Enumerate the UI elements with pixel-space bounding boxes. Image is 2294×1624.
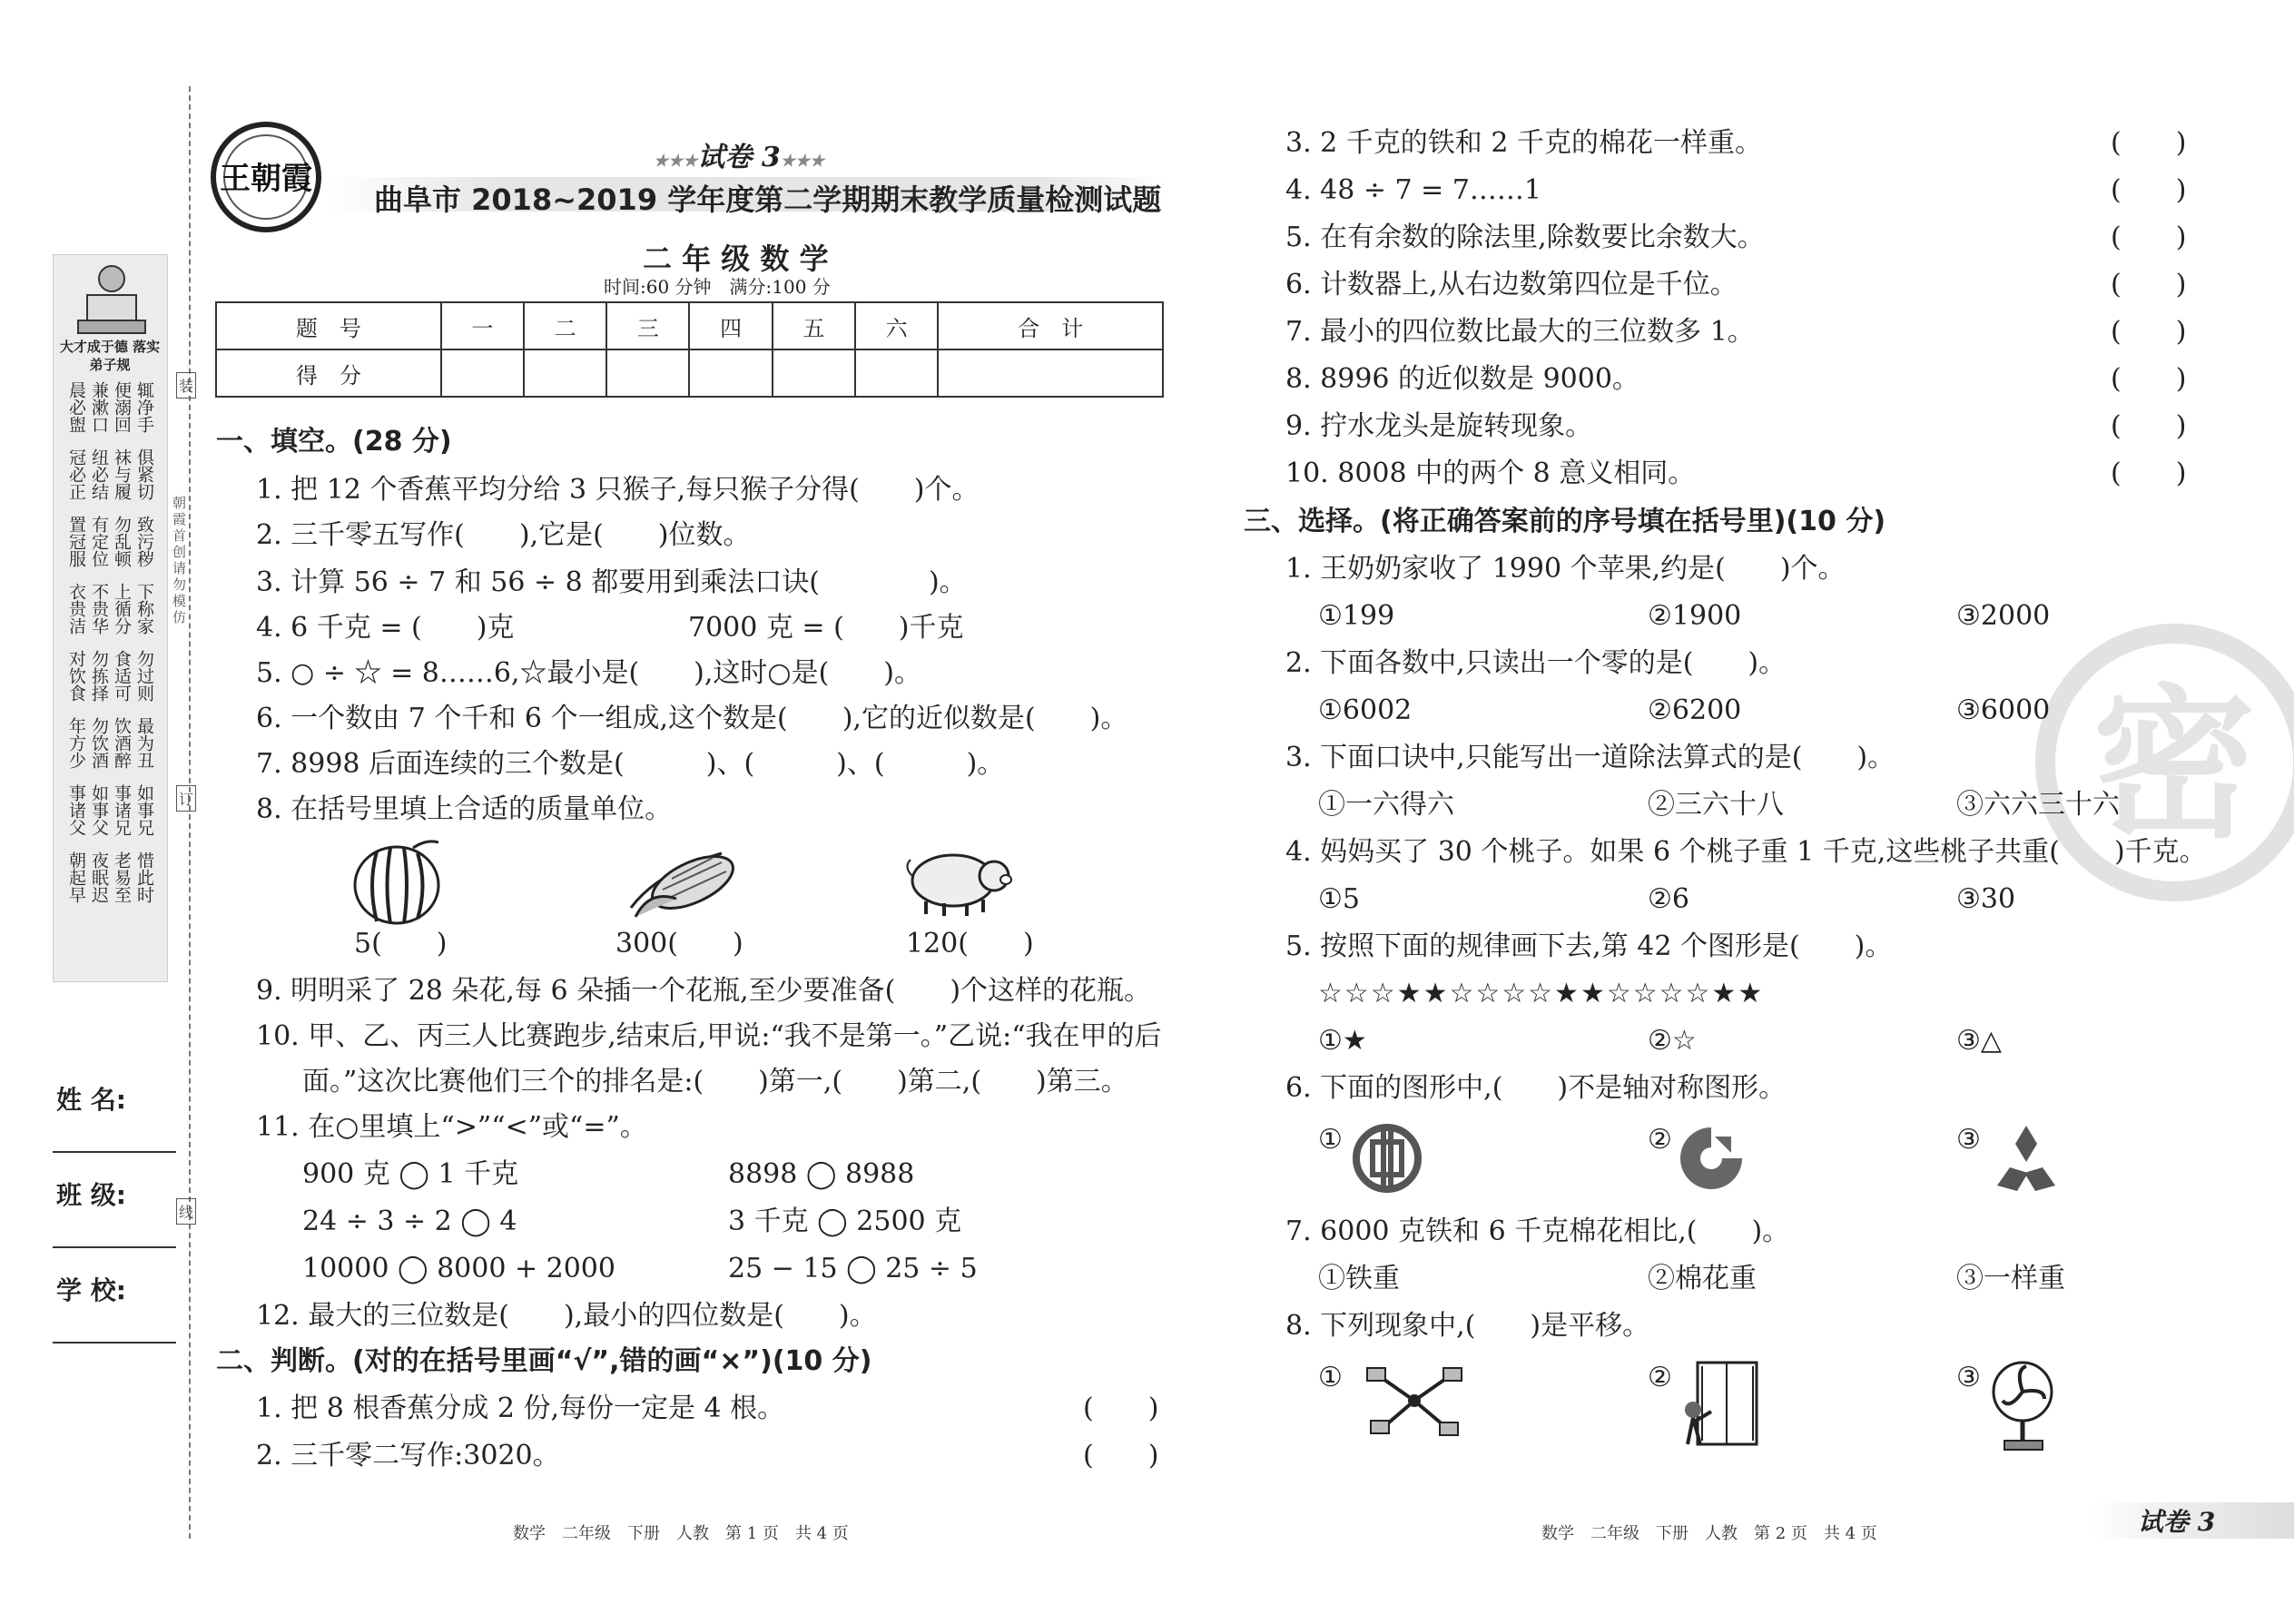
s3-q3: 3. 下面口诀中,只能写出一道除法算式的是( )。 (1285, 742, 1895, 773)
section2-title: 二、判断。(对的在括号里画“√”,错的画“×”)(10 分) (216, 1345, 872, 1377)
s3-q3-opt3[interactable]: ③六六三十六 (1956, 789, 2120, 821)
s3-q4-opt3[interactable]: ③30 (1956, 883, 2016, 915)
s1-q10a: 10. 甲、乙、丙三人比赛跑步,结束后,甲说:“我不是第一。”乙说:“我在甲的后 (256, 1020, 1162, 1052)
rule-phrase: 置冠服 (66, 516, 86, 567)
brand-logo (207, 118, 325, 236)
s2-q8-answer[interactable]: ( ) (2111, 363, 2187, 395)
rule-phrase: 饮酒醉 (112, 717, 132, 769)
score-cell-3[interactable] (606, 349, 689, 397)
paper-number: ★★★试卷 3★★★ (654, 142, 825, 173)
school-field[interactable] (53, 1342, 176, 1343)
score-header-7: 合 计 (938, 302, 1163, 349)
s1-q6: 6. 一个数由 7 个千和 6 个一组成,这个数是( ),它的近似数是( )。 (256, 703, 1128, 734)
bank-logo-icon (1351, 1122, 1423, 1195)
s3-q8: 8. 下列现象中,( )是平移。 (1285, 1310, 1650, 1342)
spinning-toy-icon (1360, 1357, 1469, 1443)
s2-q4: 4. 48 ÷ 7 = 7……1 (1285, 174, 1542, 206)
s3-q3-opt1[interactable]: ①一六得六 (1318, 789, 1454, 821)
class-label: 班 级: (56, 1180, 126, 1210)
s3-q1-opt2[interactable]: ②1900 (1648, 600, 1742, 632)
s3-q5-opt3[interactable]: ③△ (1956, 1025, 2002, 1057)
rule-phrase: 俱紧切 (134, 448, 154, 500)
rule-phrase: 袜与履 (112, 448, 132, 500)
school-label: 学 校: (56, 1275, 126, 1305)
rule-phrase: 事诸兄 (112, 784, 132, 836)
s1-q12: 12. 最大的三位数是( ),最小的四位数是( )。 (256, 1300, 877, 1332)
rule-phrase: 勿乱顿 (112, 516, 132, 567)
score-header-6: 六 (855, 302, 938, 349)
construction-bank-icon (1675, 1122, 1748, 1195)
score-header-5: 五 (773, 302, 855, 349)
watermelon-image (350, 835, 449, 926)
s2-q6-answer[interactable]: ( ) (2111, 269, 2187, 300)
score-cell-6[interactable] (855, 349, 938, 397)
rule-phrase: 对饮食 (66, 650, 86, 702)
s2-q3-answer[interactable]: ( ) (2111, 127, 2187, 159)
s3-q2-opt3[interactable]: ③6000 (1956, 694, 2051, 726)
child-reading-icon (71, 259, 153, 340)
rule-phrase: 衣贵洁 (66, 583, 86, 635)
s1-q7: 7. 8998 后面连续的三个数是( )、( )、( )。 (256, 748, 1005, 780)
s1-q11: 11. 在○里填上“>”“<”或“=”。 (256, 1111, 647, 1143)
compare-3: 24 ÷ 3 ÷ 2 ◯ 4 (302, 1206, 517, 1237)
score-cell-2[interactable] (524, 349, 606, 397)
section1-title: 一、填空。(28 分) (216, 426, 452, 458)
s3-q7: 7. 6000 克铁和 6 千克棉花相比,( )。 (1285, 1216, 1790, 1247)
rule-phrase: 朝起早 (66, 851, 86, 903)
compare-2: 8898 ◯ 8988 (728, 1158, 915, 1190)
rule-phrase: 便溺回 (112, 381, 132, 433)
s3-q3-opt2[interactable]: ②三六十八 (1648, 789, 1784, 821)
unit-pig: 120( ) (906, 928, 1034, 960)
paper-tag-text: 试卷 3 (2138, 1507, 2216, 1537)
tri-shape-icon (1990, 1122, 2063, 1195)
s3-q2: 2. 下面各数中,只读出一个零的是( )。 (1285, 647, 1787, 679)
s3-q5: 5. 按照下面的规律画下去,第 42 个图形是( )。 (1285, 930, 1893, 962)
s1-q3: 3. 计算 56 ÷ 7 和 56 ÷ 8 都要用到乘法口诀( )。 (256, 566, 967, 598)
vertical-note: 朝霞首创 请勿模仿 (172, 495, 187, 625)
s3-q4: 4. 妈妈买了 30 个桃子。如果 6 个桃子重 1 千克,这些桃子共重( )千克。 (1285, 836, 2207, 868)
s2-q7: 7. 最小的四位数比最大的三位数多 1。 (1285, 316, 1755, 348)
s3-q8-opt2-label[interactable]: ② (1648, 1362, 1672, 1393)
rule-phrase: 晨必盥 (66, 381, 86, 433)
s3-q2-opt1[interactable]: ①6002 (1318, 694, 1413, 726)
seal-mark-zhuang: 装 (176, 372, 196, 399)
s3-q1: 1. 王奶奶家收了 1990 个苹果,约是( )个。 (1285, 553, 1846, 585)
s3-q6-opt2[interactable]: ② (1648, 1124, 1672, 1156)
seal-mark-xian: 线 (176, 1198, 196, 1225)
s2-q6: 6. 计数器上,从右边数第四位是千位。 (1285, 269, 1738, 300)
seal-mark-ding: 订 (176, 785, 196, 812)
time-score: 时间:60 分钟 满分:100 分 (604, 276, 831, 298)
unit-corn: 300( ) (615, 928, 743, 960)
s3-q4-opt1[interactable]: ①5 (1318, 883, 1360, 915)
name-field[interactable] (53, 1151, 176, 1153)
unit-watermelon: 5( ) (354, 928, 448, 960)
rule-phrase: 年方少 (66, 717, 86, 769)
rule-phrase: 有定位 (89, 516, 109, 567)
score-header-2: 二 (524, 302, 606, 349)
rule-phrase: 下称家 (134, 583, 154, 635)
subject-title: 二 年 级 数 学 (643, 241, 829, 276)
name-label: 姓 名: (56, 1085, 126, 1115)
s1-q1: 1. 把 12 个香蕉平均分给 3 只猴子,每只猴子分得( )个。 (256, 474, 980, 506)
s3-q7-opt3[interactable]: ③一样重 (1956, 1263, 2065, 1294)
score-cell-7[interactable] (938, 349, 1163, 397)
s3-q6-opt1[interactable]: ① (1318, 1124, 1343, 1156)
rule-phrase: 最为丑 (134, 717, 154, 769)
rule-phrase: 夜眠迟 (89, 851, 109, 903)
section3-title: 三、选择。(将正确答案前的序号填在括号里)(10 分) (1244, 506, 1886, 537)
s1-q10b: 面。”这次比赛他们三个的排名是:( )第一,( )第二,( )第三。 (302, 1066, 1128, 1097)
corn-image (622, 835, 749, 926)
s2-q3: 3. 2 千克的铁和 2 千克的棉花一样重。 (1285, 127, 1762, 159)
score-table (215, 301, 1164, 398)
rule-phrase: 纽必结 (89, 448, 109, 500)
s2-q2-answer[interactable]: ( ) (1083, 1440, 1159, 1471)
footer-right: 数学 二年级 下册 人教 第 2 页 共 4 页 (1541, 1524, 1877, 1543)
s1-q2: 2. 三千零五写作( ),它是( )位数。 (256, 519, 751, 551)
s3-q7-opt1[interactable]: ①铁重 (1318, 1263, 1400, 1294)
s3-q8-opt1[interactable]: ① (1318, 1362, 1343, 1393)
s1-q8: 8. 在括号里填上合适的质量单位。 (256, 793, 673, 825)
s1-q4b: 7000 克 = ( )千克 (688, 612, 964, 644)
s2-q10-answer[interactable]: ( ) (2111, 458, 2187, 489)
s2-q2: 2. 三千零二写作:3020。 (256, 1440, 560, 1471)
rule-phrase: 食适可 (112, 650, 132, 702)
s2-q5: 5. 在有余数的除法里,除数要比余数大。 (1285, 221, 1765, 253)
s2-q1: 1. 把 8 根香蕉分成 2 份,每份一定是 4 根。 (256, 1393, 785, 1424)
s2-q10: 10. 8008 中的两个 8 意义相同。 (1285, 458, 1696, 489)
s3-q5-opt2[interactable]: ②☆ (1648, 1025, 1697, 1057)
s2-q5-answer[interactable]: ( ) (2111, 221, 2187, 253)
rule-phrase: 惜此时 (134, 851, 154, 903)
rule-phrase: 如事兄 (134, 784, 154, 836)
rule-phrase: 兼漱口 (89, 381, 109, 433)
rule-phrase: 事诸父 (66, 784, 86, 836)
rule-phrase: 勿过则 (134, 650, 154, 702)
score-cell-4[interactable] (689, 349, 772, 397)
exam-title: 曲阜市 2018~2019 学年度第二学期期末教学质量检测试题 (374, 182, 1162, 217)
s3-q6: 6. 下面的图形中,( )不是轴对称图形。 (1285, 1072, 1787, 1104)
svg-text:密: 密 (2092, 671, 2257, 861)
rule-phrase: 勿拣择 (89, 650, 109, 702)
s2-q4-answer[interactable]: ( ) (2111, 174, 2187, 206)
s1-q5: 5. ○ ÷ ☆ = 8……6,☆最小是( ),这时○是( )。 (256, 657, 921, 689)
s2-q9-answer[interactable]: ( ) (2111, 410, 2187, 442)
logo-text: 王朝霞 (220, 161, 312, 197)
score-header-3: 三 (606, 302, 689, 349)
s3-q2-opt2[interactable]: ②6200 (1648, 694, 1742, 726)
binding-line (189, 86, 191, 1539)
score-cell-1[interactable] (441, 349, 524, 397)
rule-phrase: 勿饮酒 (89, 717, 109, 769)
s2-q1-answer[interactable]: ( ) (1083, 1393, 1159, 1424)
score-row-label: 得 分 (216, 349, 441, 397)
s3-q5-opt1[interactable]: ①★ (1318, 1025, 1367, 1057)
rule-phrase: 不贵华 (89, 583, 109, 635)
s2-q7-answer[interactable]: ( ) (2111, 316, 2187, 348)
compare-5: 10000 ◯ 8000 + 2000 (302, 1253, 615, 1284)
score-header-0: 题 号 (216, 302, 441, 349)
compare-1: 900 克 ◯ 1 千克 (302, 1158, 519, 1190)
score-header-4: 四 (689, 302, 772, 349)
s1-q4a: 4. 6 千克 = ( )克 (256, 612, 515, 644)
class-field[interactable] (53, 1246, 176, 1248)
score-cell-5[interactable] (773, 349, 855, 397)
rule-phrase: 辄净手 (134, 381, 154, 433)
compare-4: 3 千克 ◯ 2500 克 (728, 1206, 962, 1237)
s2-q9: 9. 拧水龙头是旋转现象。 (1285, 410, 1593, 442)
compare-6: 25 − 15 ◯ 25 ÷ 5 (728, 1253, 978, 1284)
rule-phrase: 上循分 (112, 583, 132, 635)
sidebar-rules (65, 381, 156, 911)
rule-phrase: 致污秽 (134, 516, 154, 567)
star-pattern: ☆☆☆★★☆☆☆☆★★☆☆☆☆★★ (1318, 978, 1765, 1009)
pig-image (903, 840, 1017, 921)
sidebar-motto: 大才成于德 落实弟子规 (59, 339, 161, 373)
s3-q1-opt1[interactable]: ①199 (1318, 600, 1395, 632)
s2-q8: 8. 8996 的近似数是 9000。 (1285, 363, 1639, 395)
score-header-1: 一 (441, 302, 524, 349)
footer-left: 数学 二年级 下册 人教 第 1 页 共 4 页 (513, 1524, 849, 1543)
s3-q7-opt2[interactable]: ②棉花重 (1648, 1263, 1757, 1294)
s3-q4-opt2[interactable]: ②6 (1648, 883, 1689, 915)
s3-q1-opt3[interactable]: ③2000 (1956, 600, 2051, 632)
rule-phrase: 如事父 (89, 784, 109, 836)
s3-q6-opt3[interactable]: ③ (1956, 1124, 1981, 1156)
rule-phrase: 老易至 (112, 851, 132, 903)
sliding-window-icon (1675, 1357, 1766, 1457)
rule-phrase: 冠必正 (66, 448, 86, 500)
electric-fan-icon (1979, 1357, 2070, 1457)
s1-q9: 9. 明明采了 28 朵花,每 6 朵插一个花瓶,至少要准备( )个这样的花瓶。 (256, 975, 1152, 1007)
s3-q8-opt3[interactable]: ③ (1956, 1362, 1981, 1393)
